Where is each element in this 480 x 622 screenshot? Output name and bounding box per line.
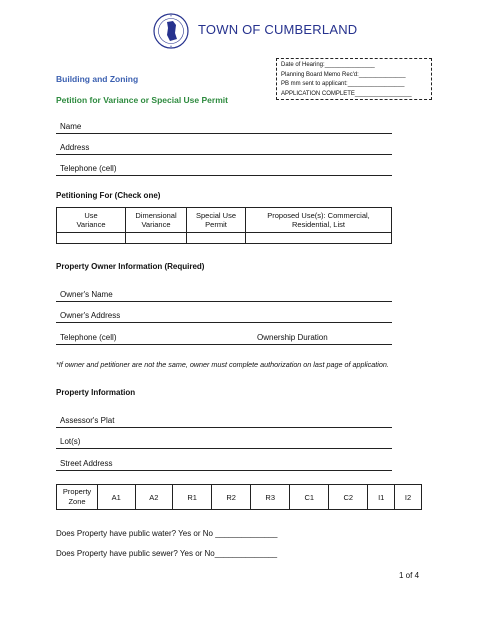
zone-c2-option[interactable]: C2 bbox=[329, 485, 368, 510]
lots-label: Lot(s) bbox=[60, 437, 81, 446]
petitioner-name-label: Name bbox=[60, 122, 82, 131]
petitioner-address-field[interactable] bbox=[56, 140, 392, 155]
zone-r1-option[interactable]: R1 bbox=[173, 485, 212, 510]
street-address-field[interactable] bbox=[56, 456, 392, 471]
dimensional-variance-checkbox[interactable] bbox=[126, 233, 187, 244]
owner-telephone-field[interactable] bbox=[56, 330, 392, 345]
special-use-permit-checkbox[interactable] bbox=[187, 233, 246, 244]
owner-address-label: Owner's Address bbox=[60, 311, 121, 320]
application-complete-line: APPLICATION COMPLETE_________________ bbox=[281, 90, 412, 97]
owner-info-title: Property Owner Information (Required) bbox=[56, 262, 205, 271]
property-zone-table bbox=[56, 484, 422, 510]
petitioning-for-title: Petitioning For (Check one) bbox=[56, 191, 161, 200]
zone-r3-option[interactable]: R3 bbox=[251, 485, 290, 510]
property-zone-label: Property Zone bbox=[57, 485, 98, 510]
public-sewer-question[interactable]: Does Property have public sewer? Yes or No______________ bbox=[56, 549, 278, 558]
zone-c1-option[interactable]: C1 bbox=[290, 485, 329, 510]
owner-authorization-note: *If owner and petitioner are not the same, owner must complete authorization on last page of application. bbox=[56, 360, 389, 369]
special-use-permit-header: Special Use Permit bbox=[187, 208, 246, 233]
pb-memo-sent-line: PB mm sent to applicant:_________________ bbox=[281, 81, 405, 87]
use-variance-checkbox[interactable] bbox=[57, 233, 126, 244]
planning-board-memo-line: Planning Board Memo Rec'd:______________ bbox=[281, 71, 406, 78]
date-of-hearing-line: Date of Hearing:_______________ bbox=[281, 62, 375, 68]
petitioner-telephone-field[interactable] bbox=[56, 161, 392, 176]
property-info-title: Property Information bbox=[56, 388, 136, 397]
zone-i1-option[interactable]: I1 bbox=[368, 485, 395, 510]
owner-name-label: Owner's Name bbox=[60, 290, 113, 299]
ownership-duration-label: Ownership Duration bbox=[257, 333, 328, 342]
town-name: TOWN OF CUMBERLAND bbox=[198, 22, 358, 37]
owner-name-field[interactable] bbox=[56, 287, 392, 302]
zone-a1-option[interactable]: A1 bbox=[98, 485, 136, 510]
page-number: 1 of 4 bbox=[399, 571, 420, 580]
form-title: Petition for Variance or Special Use Permit bbox=[56, 95, 228, 105]
assessors-plat-field[interactable] bbox=[56, 413, 392, 428]
zone-a2-option[interactable]: A2 bbox=[135, 485, 173, 510]
proposed-uses-header: Proposed Use(s): Commercial, Residential, List bbox=[246, 208, 392, 233]
petitioner-telephone-label: Telephone (cell) bbox=[60, 164, 117, 173]
department-title: Building and Zoning bbox=[56, 74, 139, 84]
dimensional-variance-header: Dimensional Variance bbox=[126, 208, 187, 233]
zone-r2-option[interactable]: R2 bbox=[212, 485, 251, 510]
public-water-question[interactable]: Does Property have public water? Yes or No ______________ bbox=[56, 529, 278, 538]
petitioning-for-table bbox=[56, 207, 392, 244]
owner-address-field[interactable] bbox=[56, 308, 392, 323]
use-variance-header: Use Variance bbox=[57, 208, 126, 233]
owner-telephone-label: Telephone (cell) bbox=[60, 333, 117, 342]
street-address-label: Street Address bbox=[60, 459, 113, 468]
assessors-plat-label: Assessor's Plat bbox=[60, 416, 115, 425]
zone-i2-option[interactable]: I2 bbox=[395, 485, 422, 510]
office-use-box bbox=[276, 58, 432, 100]
lots-field[interactable] bbox=[56, 434, 392, 449]
proposed-uses-input[interactable] bbox=[246, 233, 392, 244]
town-seal-logo bbox=[153, 13, 189, 49]
petitioner-name-field[interactable] bbox=[56, 119, 392, 134]
petitioner-address-label: Address bbox=[60, 143, 90, 152]
